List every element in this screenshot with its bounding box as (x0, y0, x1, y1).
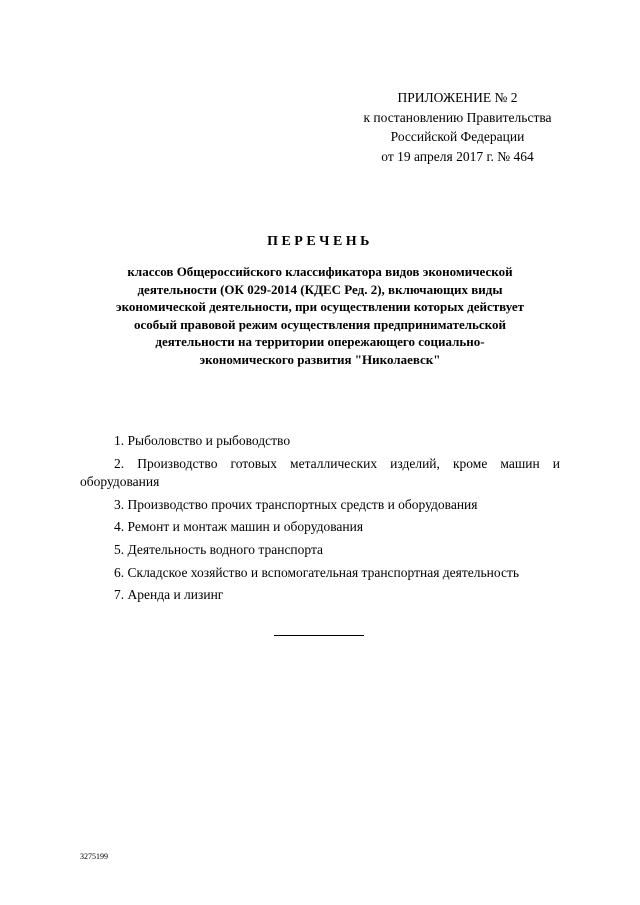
list-item: 1. Рыболовство и рыбоводство (114, 433, 291, 448)
document-subtitle (70, 263, 570, 369)
subtitle-line: деятельности на территории опережающего социально- (155, 334, 485, 350)
closing-divider (274, 635, 364, 636)
list-item: 4. Ремонт и монтаж машин и оборудования (114, 519, 364, 535)
footer-document-code: 3275199 (80, 852, 108, 861)
list-item: 6. Складское хозяйство и вспомогательная транспортная деятельность (114, 564, 520, 580)
annex-number: ПРИЛОЖЕНИЕ № 2 (397, 90, 518, 105)
list-item: 2. Производство готовых металлических изделий, кроме машин и оборудования (80, 455, 560, 490)
annex-reference: к постановлению Правительства (363, 109, 552, 125)
list-item: 5. Деятельность водного транспорта (114, 541, 324, 557)
annex-date-number: от 19 апреля 2017 г. № 464 (381, 148, 534, 164)
subtitle-line: деятельности (ОК 029-2014 (КДЕС Ред. 2), включающих виды (137, 281, 503, 297)
document-title: ПЕРЕЧЕНЬ (267, 234, 373, 249)
list-item: 7. Аренда и лизинг (114, 587, 224, 603)
subtitle-line: экономической деятельности, при осуществлении которых действует (115, 299, 525, 315)
subtitle-line: особый правовой режим осуществления предпринимательской (134, 316, 506, 332)
annex-header (330, 88, 585, 166)
activity-list (80, 432, 560, 609)
subtitle-line: экономического развития "Николаевск" (199, 351, 441, 367)
subtitle-line: классов Общероссийского классификатора видов экономической (127, 264, 513, 279)
list-item: 3. Производство прочих транспортных средств и оборудования (114, 496, 478, 512)
annex-authority: Российской Федерации (390, 129, 525, 144)
